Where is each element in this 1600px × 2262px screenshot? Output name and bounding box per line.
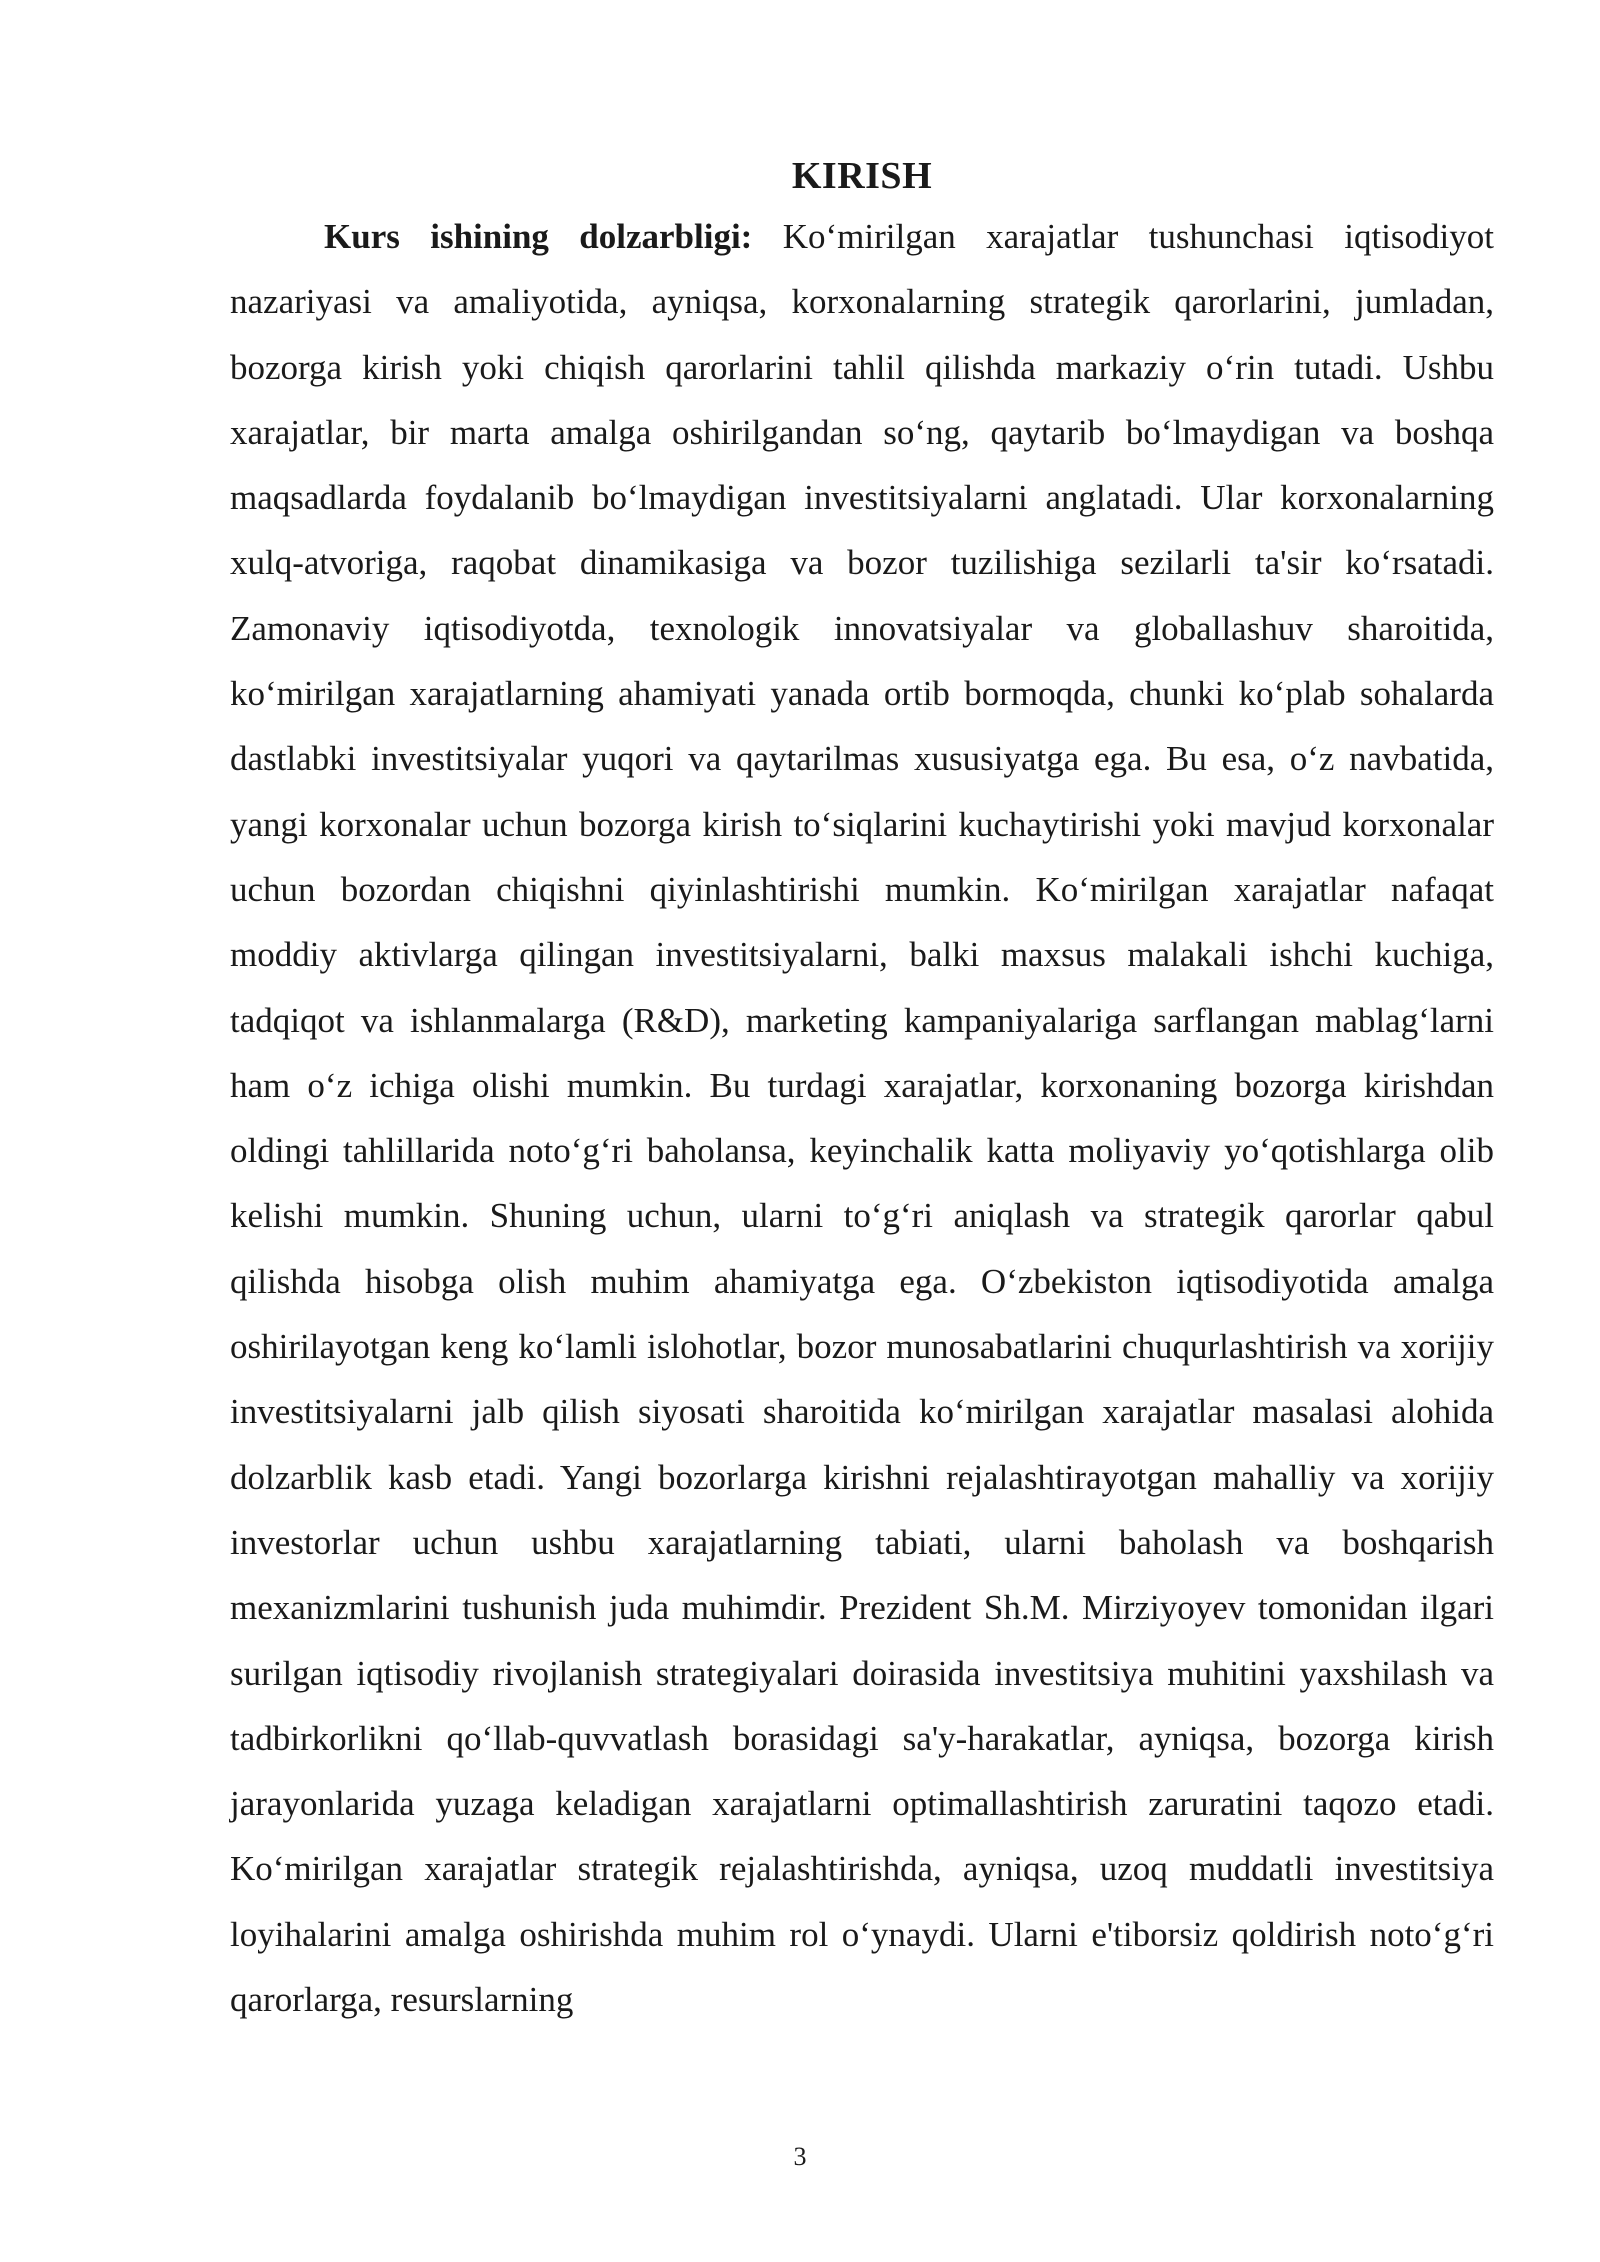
body-text: Ko‘mirilgan xarajatlar tushunchasi iqtisodiyot nazariyasi va amaliyotida, ayniqsa, korxonalarning strategik qarorlarini, jumladan, bozorga kirish yoki chiqish qarorlarini tahlil qilishda markaziy o‘rin tutadi. Ushbu xarajatlar, bir marta amalga oshirilgandan so‘ng, qaytarib bo‘lmaydigan va boshqa maqsadlarda foydalanib bo‘lmaydigan investitsiyalarni anglatadi. Ular korxonalarning xulq-atvoriga, raqobat dinamikasiga va bozor tuzilishiga sezilarli ta'sir ko‘rsatadi. Zamonaviy iqtisodiyotda, texnologik innovatsiyalar va globallashuv sharoitida, ko‘mirilgan xarajatlarning ahamiyati yanada ortib bormoqda, chunki ko‘plab sohalarda dastlabki investitsiyalar yuqori va qaytarilmas xususiyatga ega. Bu esa, o‘z navbatida, yangi korxonalar uchun bozorga kirish to‘siqlarini kuchaytirishi yoki mavjud korxonalar uchun bozordan chiqishni qiyinlashtirishi mumkin. Ko‘mirilgan xarajatlar nafaqat moddiy aktivlarga qilingan investitsiyalarni, balki maxsus malakali ishchi kuchiga, tadqiqot va ishlanmalarga (R&D), marketing kampaniyalariga sarflangan mablag‘larni ham o‘z ichiga olishi mumkin. Bu turdagi xarajatlar, korxonaning bozorga kirishdan oldingi tahlillarida noto‘g‘ri baholansa, keyinchalik katta moliyaviy yo‘qotishlarga olib kelishi mumkin. Shuning uchun, ularni to‘g‘ri aniqlash va strategik qarorlar qabul qilishda hisobga olish muhim ahamiyatga ega. O‘zbekiston iqtisodiyotida amalga oshirilayotgan keng ko‘lamli islohotlar, bozor munosabatlarini chuqurlashtirish va xorijiy investitsiyalarni jalb qilish siyosati sharoitida ko‘mirilgan xarajatlar masalasi alohida dolzarblik kasb etadi. Yangi bozorlarga kirishni rejalashtirayotgan mahalliy va xorijiy investorlar uchun ushbu xarajatlarning tabiati, ularni baholash va boshqarish mexanizmlarini tushunish juda muhimdir. Prezident Sh.M. Mirziyoyev tomonidan ilgari surilgan iqtisodiy rivojlanish strategiyalari doirasida investitsiya muhitini yaxshilash va tadbirkorlikni qo‘llab-quvvatlash borasidagi sa'y-harakatlar, ayniqsa, bozorga kirish jarayonlarida yuzaga keladigan xarajatlarni optimallashtirish zaruratini taqozo etadi. Ko‘mirilgan xarajatlar strategik rejalashtirishda, ayniqsa, uzoq muddatli investitsiya loyihalarini amalga oshirishda muhim rol o‘ynaydi. Ularni e'tiborsiz qoldirish noto‘g‘ri qarorlarga, resurslarning [230, 217, 1494, 2020]
page-number: 3 [793, 2142, 807, 2171]
section-heading: KIRISH [791, 155, 933, 197]
lead-label: Kurs ishining dolzarbligi: [324, 217, 753, 256]
body-paragraph [230, 204, 1494, 2032]
page-content [230, 148, 1494, 2032]
